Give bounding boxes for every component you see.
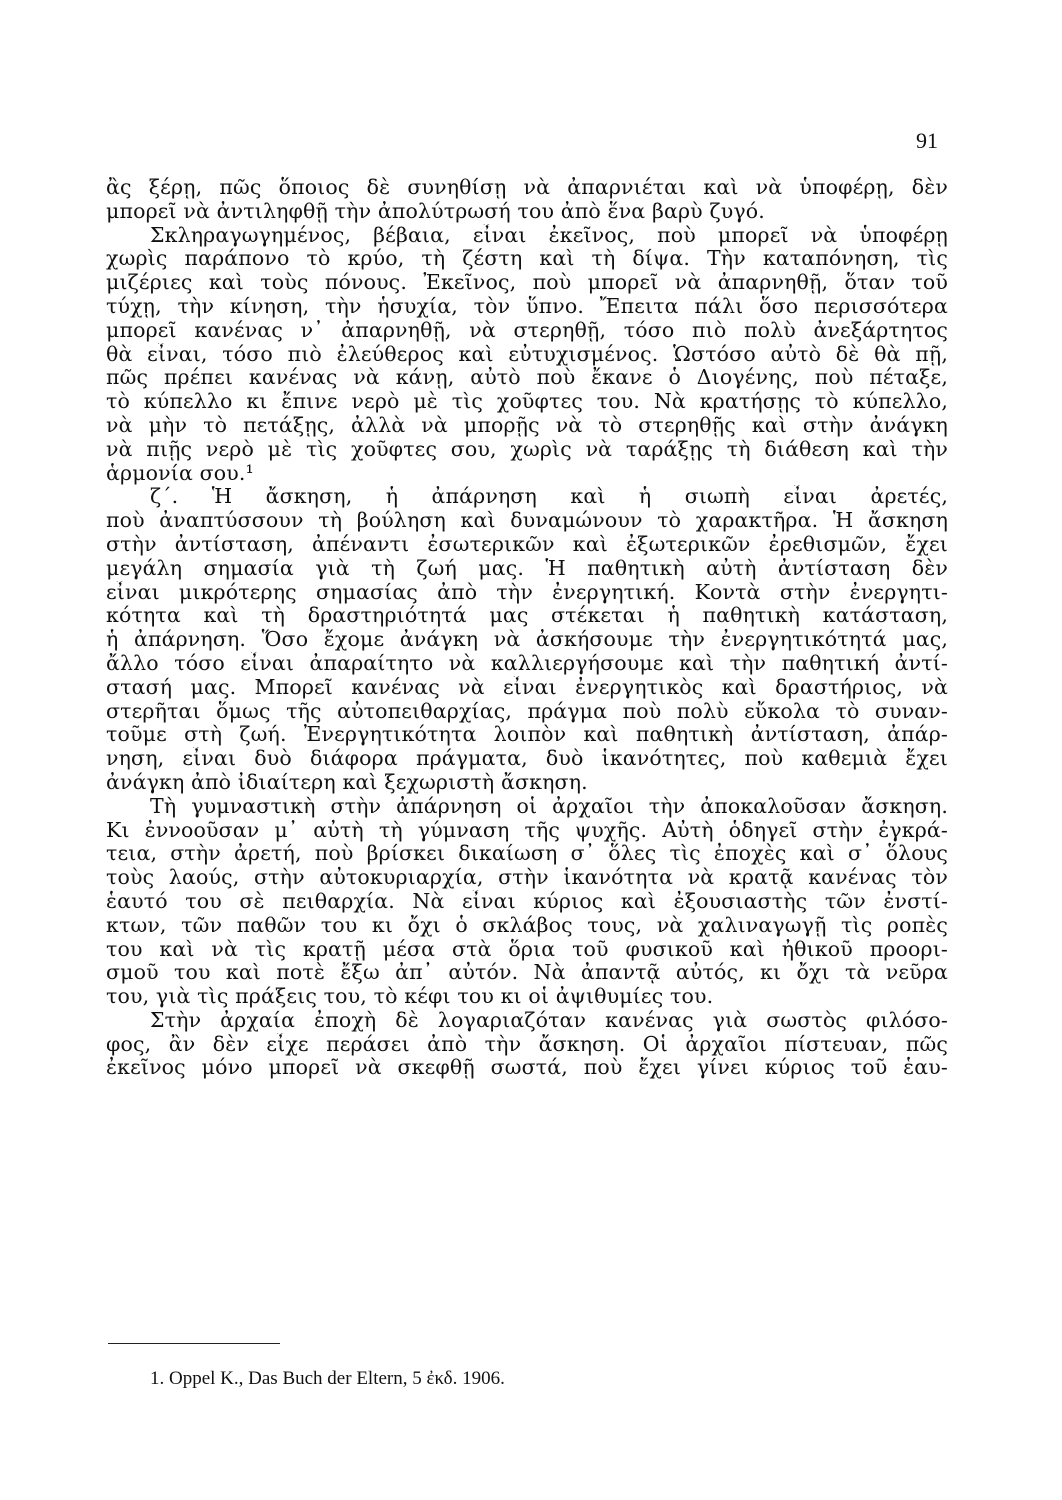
page-number: 91: [916, 128, 938, 153]
text-line: στερῆται ὅμως τῆς αὐτοπειθαρχίας, πράγμα ποὺ πολὺ εὔκολα τὸ συναν-: [106, 699, 948, 723]
text-line: μπορεῖ νὰ ἀντιληφθῇ τὴν ἀπολύτρωσή του ἀπὸ ἕνα βαρὺ ζυγό.: [106, 199, 765, 223]
text-line: χωρὶς παράπονο τὸ κρύο, τὴ ζέστη καὶ τὴ δίψα. Τὴν καταπόνηση, τὶς: [106, 247, 948, 271]
text-line: μιζέριες καὶ τοὺς πόνους. Ἐκεῖνος, ποὺ μπορεῖ νὰ ἀπαρνηθῇ, ὅταν τοῦ: [106, 271, 948, 295]
text-line: τοὺς λαούς, στὴν αὐτοκυριαρχία, στὴν ἱκανότητα νὰ κρατᾷ κανένας τὸν: [106, 866, 948, 890]
text-line: ἄλλο τόσο εἶναι ἀπαραίτητο νὰ καλλιεργήσουμε καὶ τὴν παθητική ἀντί-: [106, 651, 948, 675]
text-line: νὰ πιῇς νερὸ μὲ τὶς χοῦφτες σου, χωρὶς νὰ ταράξῃς τὴ διάθεση καὶ τὴν: [106, 437, 948, 461]
text-line: ἐκεῖνος μόνο μπορεῖ νὰ σκεφθῇ σωστά, ποὺ ἔχει γίνει κύριος τοῦ ἑαυ-: [106, 1056, 948, 1080]
text-line: σμοῦ του καὶ ποτὲ ἔξω ἀπ᾽ αὐτόν. Νὰ ἀπαντᾷ αὐτός, κι ὄχι τὰ νεῦρα: [106, 961, 948, 985]
footnote-divider: [108, 1343, 280, 1344]
text-line: τοῦμε στὴ ζωή. Ἐνεργητικότητα λοιπὸν καὶ παθητικὴ ἀντίσταση, ἀπάρ-: [106, 723, 948, 747]
text-line: τύχῃ, τὴν κίνηση, τὴν ἡσυχία, τὸν ὕπνο. Ἔπειτα πάλι ὅσο περισσότερα: [106, 294, 948, 318]
text-line: φος, ἂν δὲν εἶχε περάσει ἀπὸ τὴν ἄσκηση. Οἱ ἀρχαῖοι πίστευαν, πῶς: [106, 1032, 948, 1056]
text-line: μπορεῖ κανένας ν᾽ ἀπαρνηθῇ, νὰ στερηθῇ, τόσο πιὸ πολὺ ἀνεξάρτητος: [106, 318, 948, 342]
text-line: Κι ἐννοοῦσαν μ᾽ αὐτὴ τὴ γύμναση τῆς ψυχῆς. Αὐτὴ ὁδηγεῖ στὴν ἐγκρά-: [106, 818, 948, 842]
text-line: στὴν ἀντίσταση, ἀπέναντι ἐσωτερικῶν καὶ ἐξωτερικῶν ἐρεθισμῶν, ἔχει: [106, 532, 948, 556]
body-text: [106, 176, 948, 1080]
text-line: ἀνάγκη ἀπὸ ἰδιαίτερη καὶ ξεχωριστὴ ἄσκηση.: [106, 770, 588, 794]
text-line: θὰ εἶναι, τόσο πιὸ ἐλεύθερος καὶ εὐτυχισμένος. Ὡστόσο αὐτὸ δὲ θὰ πῇ,: [106, 342, 948, 366]
text-line: Τὴ γυμναστικὴ στὴν ἀπάρνηση οἱ ἀρχαῖοι τὴν ἀποκαλοῦσαν ἄσκηση.: [150, 794, 948, 818]
text-line: μεγάλη σημασία γιὰ τὴ ζωή μας. Ἡ παθητικὴ αὐτὴ ἀντίσταση δὲν: [106, 556, 948, 580]
text-line: κτων, τῶν παθῶν του κι ὄχι ὁ σκλάβος τους, νὰ χαλιναγωγῇ τὶς ροπὲς: [106, 913, 948, 937]
text-line: στασή μας. Μπορεῖ κανένας νὰ εἶναι ἐνεργητικὸς καὶ δραστήριος, νὰ: [106, 675, 948, 699]
text-line: εἶναι μικρότερης σημασίας ἀπὸ τὴν ἐνεργητική. Κοντὰ στὴν ἐνεργητι-: [106, 580, 948, 604]
footnote: 1. Oppel K., Das Buch der Eltern, 5 ἐκδ. 1906.: [150, 1368, 505, 1389]
text-line: ἂς ξέρῃ, πῶς ὅποιος δὲ συνηθίσῃ νὰ ἀπαρνιέται καὶ νὰ ὑποφέρῃ, δὲν: [106, 176, 948, 199]
text-line: τεια, στὴν ἀρετή, ποὺ βρίσκει δικαίωση σ᾽ ὅλες τὶς ἐποχὲς καὶ σ᾽ ὅλους: [106, 842, 948, 866]
text-line: Στὴν ἀρχαία ἐποχὴ δὲ λογαριαζόταν κανένας γιὰ σωστὸς φιλόσο-: [150, 1008, 948, 1032]
text-line: ἡ ἀπάρνηση. Ὅσο ἔχομε ἀνάγκη νὰ ἀσκήσουμε τὴν ἐνεργητικότητά μας,: [106, 628, 948, 652]
text-line: πῶς πρέπει κανένας νὰ κάνῃ, αὐτὸ ποὺ ἔκανε ὁ Διογένης, ποὺ πέταξε,: [106, 366, 948, 390]
text-line: τὸ κύπελλο κι ἔπινε νερὸ μὲ τὶς χοῦφτες του. Νὰ κρατήσῃς τὸ κύπελλο,: [106, 390, 948, 414]
text-line: του καὶ νὰ τὶς κρατῇ μέσα στὰ ὅρια τοῦ φυσικοῦ καὶ ἠθικοῦ προορι-: [106, 937, 948, 961]
text-line: νὰ μὴν τὸ πετάξῃς, ἀλλὰ νὰ μπορῇς νὰ τὸ στερηθῇς καὶ στὴν ἀνάγκη: [106, 413, 948, 437]
text-line: κότητα καὶ τὴ δραστηριότητά μας στέκεται ἡ παθητικὴ κατάσταση,: [106, 604, 948, 628]
text-line: ἑαυτό του σὲ πειθαρχία. Νὰ εἶναι κύριος καὶ ἐξουσιαστὴς τῶν ἐνστί-: [106, 889, 948, 913]
text-line: ἁρμονία σου.¹: [106, 461, 254, 485]
text-line: νηση, εἶναι δυὸ διάφορα πράγματα, δυὸ ἱκανότητες, ποὺ καθεμιὰ ἔχει: [106, 747, 948, 771]
text-line: ποὺ ἀναπτύσσουν τὴ βούληση καὶ δυναμώνουν τὸ χαρακτῆρα. Ἡ ἄσκηση: [106, 509, 948, 533]
section-heading-line: ζ΄. Ἡ ἄσκηση, ἡ ἀπάρνηση καὶ ἡ σιωπὴ εἶναι ἀρετές,: [150, 485, 948, 509]
text-line: του, γιὰ τὶς πράξεις του, τὸ κέφι του κι οἱ ἀψιθυμίες του.: [106, 985, 714, 1009]
text-line: Σκληραγωγημένος, βέβαια, εἶναι ἐκεῖνος, ποὺ μπορεῖ νὰ ὑποφέρῃ: [150, 223, 948, 247]
